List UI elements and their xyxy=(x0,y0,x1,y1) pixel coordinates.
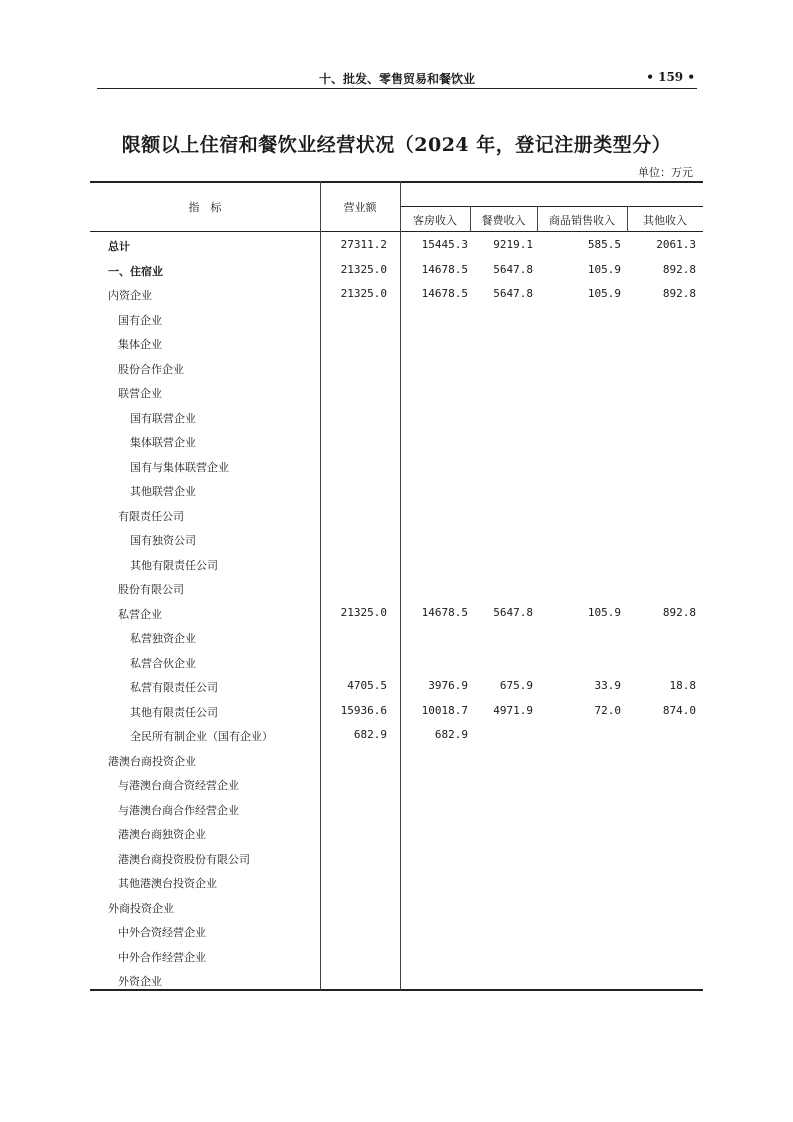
header-bottom-rule xyxy=(90,231,703,232)
cell-revenue: 27311.2 xyxy=(340,238,387,251)
unit-label: 单位：万元 xyxy=(638,166,693,179)
statistics-table xyxy=(90,181,703,990)
cell-room: 10018.7 xyxy=(421,703,468,717)
row-label: 私营企业 xyxy=(118,607,162,621)
running-header xyxy=(97,68,697,89)
table-row xyxy=(90,385,703,409)
cell-other: 2061.3 xyxy=(656,238,696,251)
table-row xyxy=(90,973,703,997)
row-label: 与港澳台商合资经营企业 xyxy=(118,779,239,792)
table-row xyxy=(90,532,703,556)
cell-revenue: 21325.0 xyxy=(340,605,387,619)
table-row xyxy=(90,263,703,287)
table-row xyxy=(90,655,703,679)
table-row xyxy=(90,875,703,899)
table-row xyxy=(90,900,703,924)
table-row xyxy=(90,704,703,728)
table-row xyxy=(90,459,703,483)
table-row xyxy=(90,410,703,434)
cell-goods: 585.5 xyxy=(587,238,621,251)
cell-goods: 33.9 xyxy=(594,679,621,692)
cell-revenue: 21325.0 xyxy=(340,287,387,300)
table-row xyxy=(90,728,703,752)
table-row xyxy=(90,581,703,605)
header-other: 其他收入 xyxy=(643,214,687,227)
cell-room: 3976.9 xyxy=(428,679,468,692)
row-label: 总计 xyxy=(108,240,130,253)
row-label: 全民所有制企业（国有企业） xyxy=(130,730,273,743)
cell-other: 18.8 xyxy=(669,679,696,692)
row-label: 股份合作企业 xyxy=(118,362,184,376)
table-row xyxy=(90,336,703,360)
row-label: 其他有限责任公司 xyxy=(130,558,218,572)
cell-catering: 5647.8 xyxy=(493,262,533,276)
cell-revenue: 21325.0 xyxy=(340,262,387,276)
row-label: 集体企业 xyxy=(118,338,162,351)
header-goods: 商品销售收入 xyxy=(549,214,615,227)
row-label: 有限责任公司 xyxy=(118,509,184,523)
cell-goods: 72.0 xyxy=(594,703,621,717)
table-row xyxy=(90,557,703,581)
row-label: 港澳台商独资企业 xyxy=(118,828,206,841)
row-label: 中外合资经营企业 xyxy=(118,926,206,939)
row-label: 与港澳台商合作经营企业 xyxy=(118,803,239,817)
cell-room: 15445.3 xyxy=(421,238,468,251)
table-row xyxy=(90,361,703,385)
header-indicator: 指 标 xyxy=(188,201,222,214)
table-row xyxy=(90,924,703,948)
row-label: 其他港澳台投资企业 xyxy=(118,877,217,890)
table-row xyxy=(90,508,703,532)
table-row xyxy=(90,287,703,311)
cell-revenue: 682.9 xyxy=(353,728,387,741)
table-row xyxy=(90,483,703,507)
table-row xyxy=(90,851,703,875)
cell-other: 892.8 xyxy=(662,605,696,619)
cell-room: 14678.5 xyxy=(421,605,468,619)
row-label: 联营企业 xyxy=(118,387,162,400)
table-row xyxy=(90,238,703,262)
cell-catering: 675.9 xyxy=(499,679,533,692)
table-title: 限额以上住宿和餐饮业经营状况（2024 年，登记注册类型分） xyxy=(121,134,672,156)
table-row xyxy=(90,630,703,654)
row-label: 一、住宿业 xyxy=(108,264,163,278)
row-label: 国有与集体联营企业 xyxy=(130,460,229,474)
cell-revenue: 4705.5 xyxy=(347,679,387,692)
table-row xyxy=(90,434,703,458)
cell-room: 14678.5 xyxy=(421,287,468,300)
cell-other: 874.0 xyxy=(662,703,696,717)
cell-catering: 4971.9 xyxy=(493,703,533,717)
cell-catering: 9219.1 xyxy=(493,238,533,251)
table-top-rule xyxy=(90,181,703,183)
table-row xyxy=(90,753,703,777)
header-revenue: 营业额 xyxy=(343,201,377,214)
row-label: 港澳台商投资企业 xyxy=(108,754,196,768)
cell-other: 892.8 xyxy=(662,287,696,300)
row-label: 港澳台商投资股份有限公司 xyxy=(118,852,250,866)
cell-goods: 105.9 xyxy=(587,605,621,619)
chapter-title: 十、批发、零售贸易和餐饮业 xyxy=(318,72,475,86)
row-label: 私营独资企业 xyxy=(130,632,196,645)
table-row xyxy=(90,777,703,801)
cell-revenue: 15936.6 xyxy=(340,703,387,717)
cell-catering: 5647.8 xyxy=(493,287,533,300)
row-label: 内资企业 xyxy=(108,289,152,302)
table-row xyxy=(90,312,703,336)
cell-room: 682.9 xyxy=(434,728,468,741)
header-room: 客房收入 xyxy=(413,214,457,227)
row-label: 股份有限公司 xyxy=(118,583,184,596)
cell-catering: 5647.8 xyxy=(493,605,533,619)
table-row xyxy=(90,826,703,850)
table-row xyxy=(90,802,703,826)
row-label: 私营合伙企业 xyxy=(130,656,196,670)
row-label: 外资企业 xyxy=(118,975,162,988)
subheader-rule xyxy=(400,206,703,207)
header-catering: 餐费收入 xyxy=(481,214,526,227)
cell-other: 892.8 xyxy=(662,262,696,276)
table-row xyxy=(90,606,703,630)
page-number: • 159 • xyxy=(646,70,695,84)
cell-goods: 105.9 xyxy=(587,287,621,300)
row-label: 外商投资企业 xyxy=(108,901,174,915)
row-label: 国有联营企业 xyxy=(130,411,196,425)
row-label: 集体联营企业 xyxy=(130,436,196,449)
row-label: 中外合作经营企业 xyxy=(118,950,206,964)
cell-goods: 105.9 xyxy=(587,262,621,276)
row-label: 国有企业 xyxy=(118,313,162,327)
row-label: 私营有限责任公司 xyxy=(130,681,218,694)
cell-room: 14678.5 xyxy=(421,262,468,276)
row-label: 国有独资公司 xyxy=(130,534,196,547)
row-label: 其他联营企业 xyxy=(130,485,196,498)
table-row xyxy=(90,949,703,973)
table-row xyxy=(90,679,703,703)
row-label: 其他有限责任公司 xyxy=(130,705,218,719)
